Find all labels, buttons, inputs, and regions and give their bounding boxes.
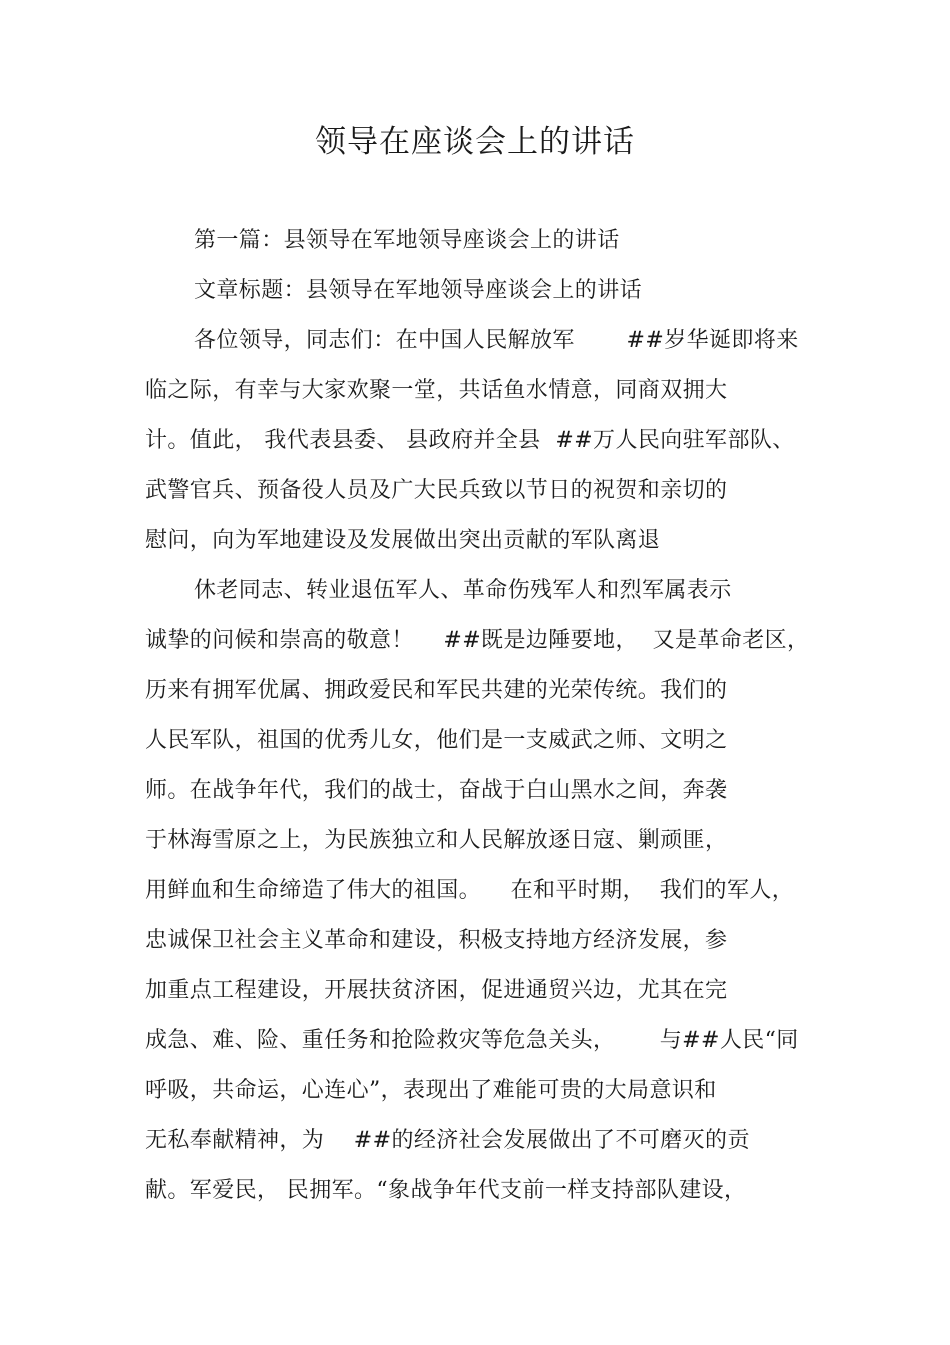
paragraph-line: 各位领导，同志们：在中国人民解放军 ##岁华诞即将来: [194, 328, 799, 353]
paragraph-line: 用鲜血和生命缔造了伟大的祖国。 在和平时期， 我们的军人，: [145, 878, 795, 903]
paragraph-line: 休老同志、转业退伍军人、革命伤残军人和烈军属表示: [194, 578, 732, 603]
paragraph-line: 临之际，有幸与大家欢聚一堂，共话鱼水情意，同商双拥大: [145, 378, 728, 403]
paragraph-line: 师。在战争年代，我们的战士，奋战于白山黑水之间，奔袭: [145, 778, 728, 803]
page-title: 领导在座谈会上的讲话: [315, 124, 635, 160]
paragraph-line: 诚挚的问候和崇高的敬意！ ##既是边陲要地， 又是革命老区，: [145, 628, 810, 653]
article-title-line: 文章标题：县领导在军地领导座谈会上的讲话: [194, 278, 643, 303]
paragraph-line: 慰问，向为军地建设及发展做出突出贡献的军队离退: [145, 528, 661, 553]
paragraph-line: 武警官兵、预备役人员及广大民兵致以节日的祝贺和亲切的: [145, 478, 728, 503]
paragraph-line: 献。军爱民， 民拥军。“象战争年代支前一样支持部队建设，: [145, 1178, 747, 1203]
paragraph-line: 呼吸，共命运，心连心”，表现出了难能可贵的大局意识和: [145, 1078, 717, 1103]
paragraph-line: 计。值此， 我代表县委、 县政府并全县 ##万人民向驻军部队、: [145, 428, 795, 453]
paragraph-line: 无私奉献精神，为 ##的经济社会发展做出了不可磨灭的贡: [145, 1128, 750, 1153]
paragraph-line: 成急、难、险、重任务和抢险救灾等危急关头， 与##人民“同: [145, 1028, 799, 1053]
paragraph-line: 忠诚保卫社会主义革命和建设，积极支持地方经济发展，参: [145, 928, 728, 953]
paragraph-line: 加重点工程建设，开展扶贫济困，促进通贸兴边，尤其在完: [145, 978, 728, 1003]
paragraph-line: 人民军队，祖国的优秀儿女，他们是一支威武之师、文明之: [145, 728, 728, 753]
paragraph-line: 于林海雪原之上，为民族独立和人民解放逐日寇、剿顽匪，: [145, 828, 728, 853]
paragraph-line: 历来有拥军优属、拥政爱民和军民共建的光荣传统。我们的: [145, 678, 728, 703]
section-heading: 第一篇：县领导在军地领导座谈会上的讲话: [194, 228, 620, 253]
